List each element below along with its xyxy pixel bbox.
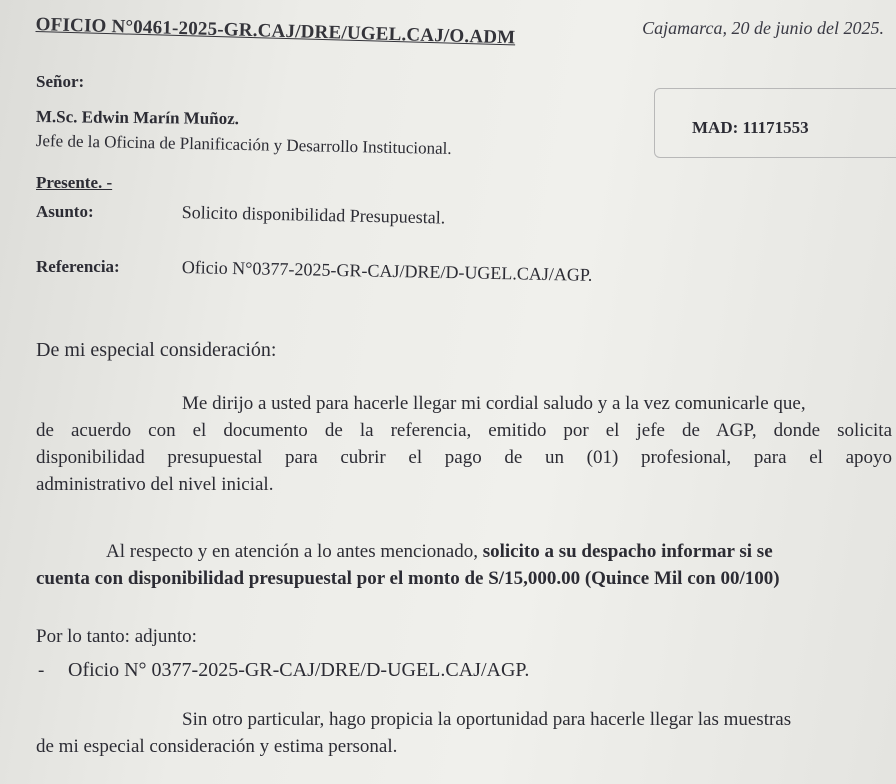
paragraph-line — [36, 538, 892, 565]
attachment-bullet: - — [38, 660, 45, 681]
recipient-salutation: Señor: — [36, 72, 85, 91]
paragraph-line: Me dirijo a usted para hacerle llegar mi cordial saludo y a la vez comunicarle que, — [182, 393, 806, 414]
closing-paragraph — [36, 706, 892, 760]
request-bold-text: solicito a su despacho informar si se — [482, 541, 773, 562]
attachments-intro: Por lo tanto: adjunto: — [36, 626, 197, 647]
recipient-role: Jefe de la Oficina de Planificación y Desarrollo Institucional. — [35, 131, 452, 158]
body-paragraph-2 — [36, 538, 892, 592]
subject-label: Asunto: — [36, 202, 94, 221]
paragraph-line: disponibilidad presupuestal para cubrir el pago de un (01) profesional, para el apoyo — [36, 447, 892, 468]
reference-label: Referencia: — [36, 257, 120, 276]
paragraph-line: administrativo del nivel inicial. — [36, 474, 274, 495]
subject-text: Solicito disponibilidad Presupuestal. — [181, 202, 446, 228]
place-date: Cajamarca, 20 de junio del 2025. — [642, 18, 884, 38]
request-amount-line: cuenta con disponibilidad presupuestal por el monto de S/15,000.00 (Quince Mil con 00/100) — [36, 568, 780, 589]
request-intro: Al respecto y en atención a lo antes mencionado, — [106, 541, 483, 562]
mad-number: MAD: 11171553 — [692, 118, 809, 137]
paragraph-line: de acuerdo con el documento de la referencia, emitido por el jefe de AGP, donde solicita — [36, 420, 892, 441]
body-paragraph-1 — [36, 390, 892, 498]
presente-label: Presente. - — [36, 173, 113, 192]
paragraph-line: de mi especial consideración y estima personal. — [36, 736, 398, 757]
recipient-name: M.Sc. Edwin Marín Muñoz. — [35, 107, 240, 129]
reference-text: Oficio N°0377-2025-GR-CAJ/DRE/D-UGEL.CAJ/AGP. — [181, 257, 593, 285]
attachment-item: Oficio N° 0377-2025-GR-CAJ/DRE/D-UGEL.CAJ/AGP. — [68, 659, 530, 681]
office-number-title: OFICIO N°0461-2025-GR.CAJ/DRE/UGEL.CAJ/O.ADM — [35, 14, 516, 49]
paragraph-line: Sin otro particular, hago propicia la oportunidad para hacerle llegar las muestras — [182, 709, 792, 730]
greeting: De mi especial consideración: — [36, 339, 277, 361]
